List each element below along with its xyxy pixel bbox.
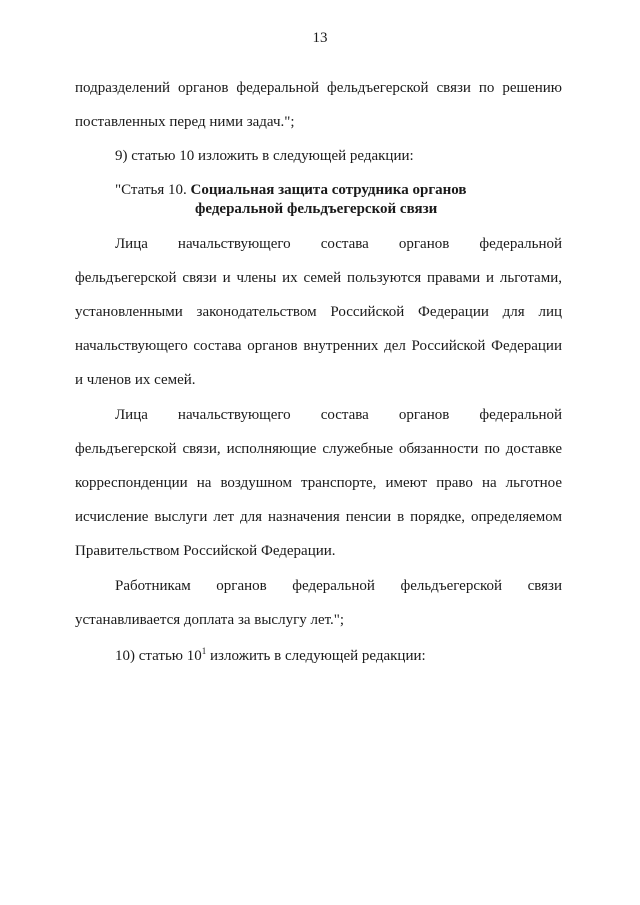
text-line: поставленных перед ними задач."; [75,114,295,130]
text-line [115,646,562,666]
text-line: начальствующего состава органов внутренних дел Российской Федерации [75,338,562,354]
article-heading-prefix: "Статья 10. [115,182,187,198]
text-line: корреспонденции на воздушном транспорте, имеют право на льготное [75,475,562,491]
article-heading [115,180,602,200]
text-line: Лица начальствующего состава органов федеральной [115,407,562,423]
text-line: исчисление выслуги лет для назначения пенсии в порядке, определяемом [75,509,562,525]
text-fragment: 10) статью 10 [115,648,202,664]
text-line: Работникам органов федеральной фельдъегерской связи [115,578,562,594]
text-line: фельдъегерской связи и члены их семей пользуются правами и льготами, [75,270,562,286]
text-line: Правительством Российской Федерации. [75,543,336,559]
article-heading-title-line2: федеральной фельдъегерской связи [195,201,438,217]
text-line: Лица начальствующего состава органов федеральной [115,236,562,252]
text-fragment: изложить в следующей редакции: [206,648,426,664]
text-line: подразделений органов федеральной фельдъегерской связи по решению [75,80,562,96]
text-line: и членов их семей. [75,372,196,388]
text-line: устанавливается доплата за выслугу лет."; [75,612,345,628]
text-line: установленными законодательством Российской Федерации для лиц [75,304,562,320]
superscript: 1 [201,646,207,656]
text-line: фельдъегерской связи, исполняющие служебные обязанности по доставке [75,441,562,457]
text-line: 9) статью 10 изложить в следующей редакции: [115,148,414,164]
page-number: 13 [312,30,328,46]
article-heading-title: Социальная защита сотрудника органов [190,182,467,198]
